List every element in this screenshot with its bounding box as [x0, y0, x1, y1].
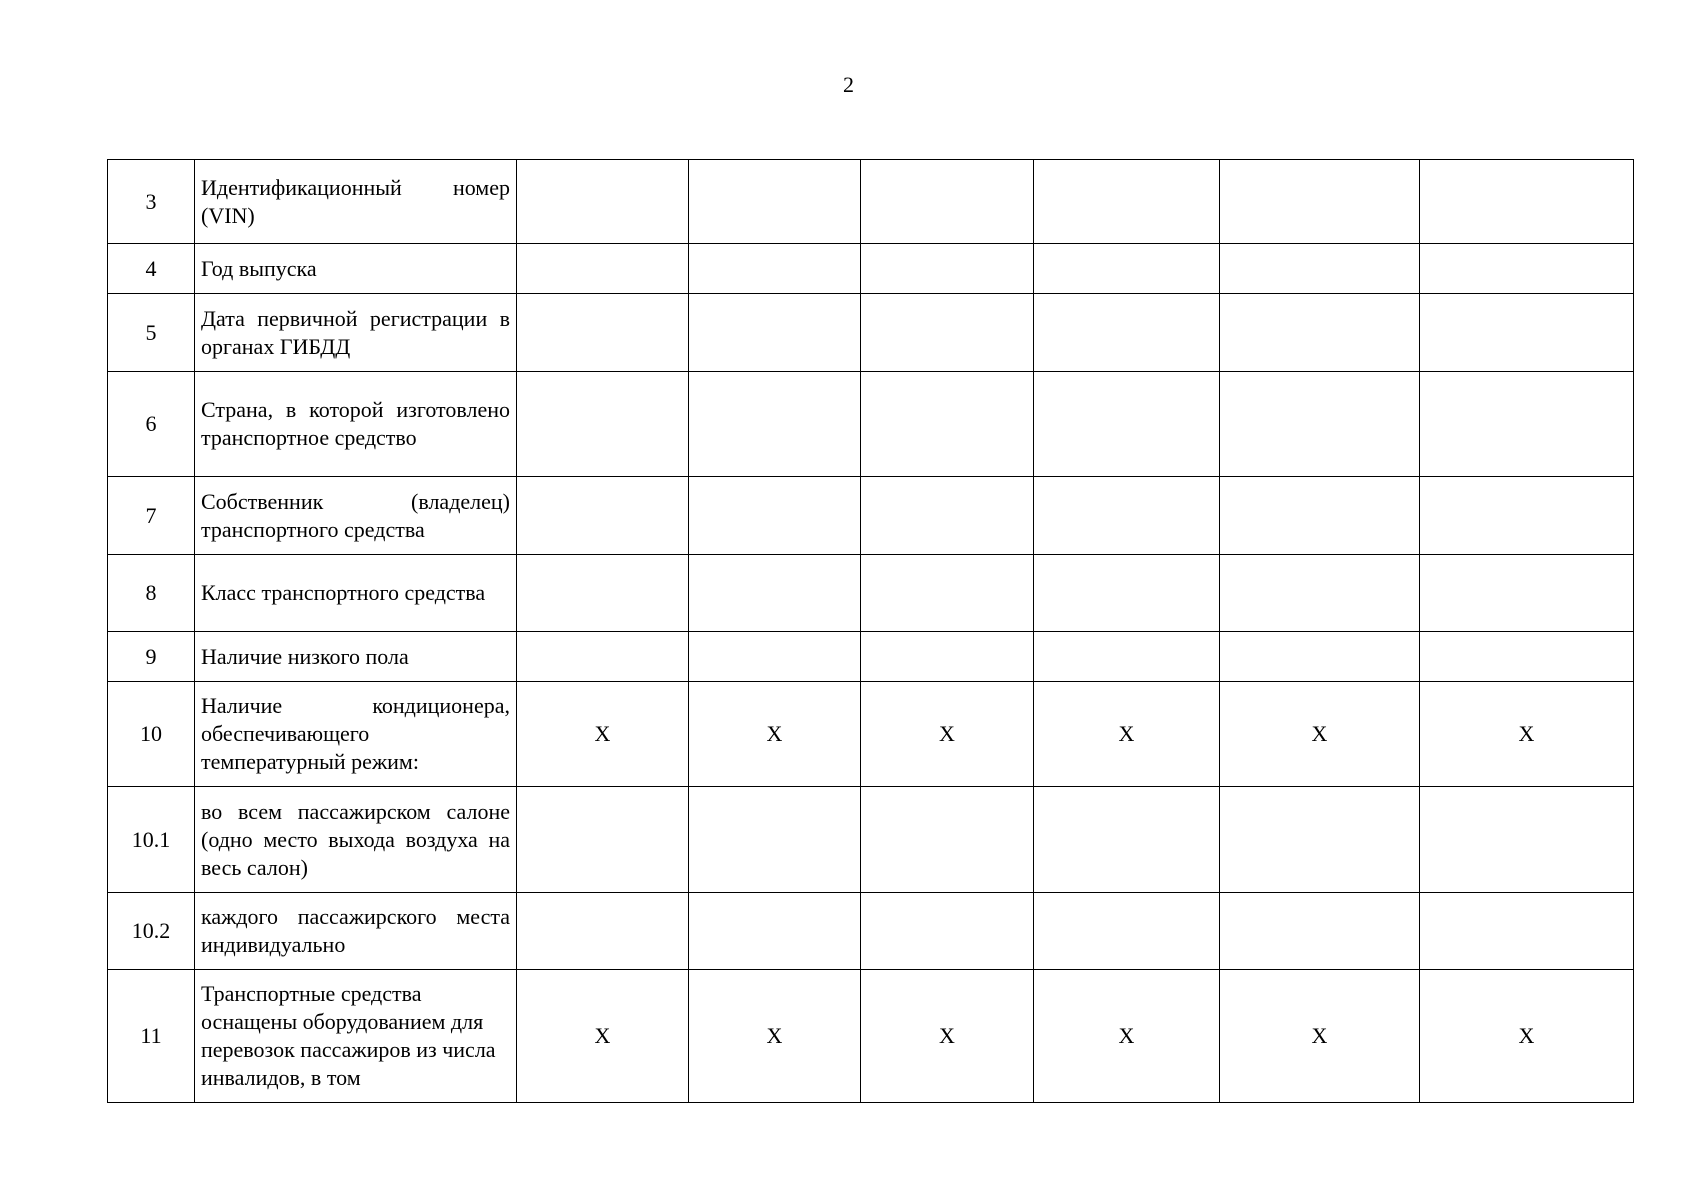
- data-cell: [861, 477, 1034, 555]
- row-label: Транспортные средства оснащены оборудованием для перевозок пассажиров из числа инвалидов, в том: [195, 970, 517, 1103]
- data-cell: Х: [1220, 682, 1420, 787]
- data-cell: [689, 160, 861, 244]
- vehicle-data-table: [107, 159, 1634, 1103]
- data-cell: Х: [689, 970, 861, 1103]
- table-row: [108, 294, 1634, 372]
- data-cell: [689, 294, 861, 372]
- data-cell: [517, 632, 689, 682]
- data-cell: [517, 294, 689, 372]
- data-cell: [1034, 787, 1220, 893]
- row-number: 7: [108, 477, 195, 555]
- row-label: Наличие низкого пола: [195, 632, 517, 682]
- data-cell: Х: [1034, 682, 1220, 787]
- data-cell: [1034, 477, 1220, 555]
- table-row: [108, 555, 1634, 632]
- data-cell: Х: [1220, 970, 1420, 1103]
- data-cell: [1220, 160, 1420, 244]
- data-cell: [1220, 632, 1420, 682]
- data-cell: [1034, 372, 1220, 477]
- data-cell: [1420, 893, 1634, 970]
- row-number: 5: [108, 294, 195, 372]
- row-number: 6: [108, 372, 195, 477]
- data-cell: [1420, 555, 1634, 632]
- row-label: во всем пассажирском салоне (одно место выхода воздуха на весь салон): [195, 787, 517, 893]
- data-cell: [1034, 632, 1220, 682]
- row-number: 9: [108, 632, 195, 682]
- table-row: [108, 477, 1634, 555]
- data-cell: [861, 632, 1034, 682]
- data-cell: [1034, 294, 1220, 372]
- data-cell: [1034, 244, 1220, 294]
- row-label: Собственник (владелец) транспортного средства: [195, 477, 517, 555]
- table-row: [108, 160, 1634, 244]
- data-cell: [1034, 555, 1220, 632]
- table-row: [108, 244, 1634, 294]
- data-cell: [517, 372, 689, 477]
- row-number: 3: [108, 160, 195, 244]
- data-cell: [689, 477, 861, 555]
- data-cell: Х: [517, 682, 689, 787]
- table-row: [108, 372, 1634, 477]
- row-label: Наличие кондиционера, обеспечивающего температурный режим:: [195, 682, 517, 787]
- data-cell: [689, 555, 861, 632]
- data-cell: [861, 160, 1034, 244]
- data-cell: [1420, 787, 1634, 893]
- row-label: Класс транспортного средства: [195, 555, 517, 632]
- data-cell: [689, 372, 861, 477]
- data-cell: [517, 244, 689, 294]
- data-cell: [861, 244, 1034, 294]
- data-cell: Х: [861, 970, 1034, 1103]
- row-number: 4: [108, 244, 195, 294]
- data-cell: Х: [689, 682, 861, 787]
- data-cell: [1420, 632, 1634, 682]
- row-label: Страна, в которой изготовлено транспортное средство: [195, 372, 517, 477]
- data-cell: [1420, 477, 1634, 555]
- data-cell: [517, 893, 689, 970]
- data-cell: [1220, 244, 1420, 294]
- data-cell: [1220, 477, 1420, 555]
- data-cell: [689, 893, 861, 970]
- data-cell: [1420, 244, 1634, 294]
- data-cell: [517, 160, 689, 244]
- data-cell: [689, 632, 861, 682]
- data-cell: [1034, 893, 1220, 970]
- table-row: [108, 682, 1634, 787]
- row-label: Дата первичной регистрации в органах ГИБДД: [195, 294, 517, 372]
- row-number: 10.1: [108, 787, 195, 893]
- data-cell: Х: [1034, 970, 1220, 1103]
- data-cell: [861, 372, 1034, 477]
- row-label: каждого пассажирского места индивидуально: [195, 893, 517, 970]
- data-cell: [861, 787, 1034, 893]
- data-cell: [1220, 294, 1420, 372]
- data-cell: [1034, 160, 1220, 244]
- data-cell: [861, 555, 1034, 632]
- data-cell: [517, 787, 689, 893]
- row-number: 10.2: [108, 893, 195, 970]
- data-cell: [689, 244, 861, 294]
- table-row: [108, 632, 1634, 682]
- row-number: 11: [108, 970, 195, 1103]
- data-cell: Х: [1420, 682, 1634, 787]
- page-number: 2: [843, 72, 854, 97]
- data-cell: [1420, 160, 1634, 244]
- data-cell: [1220, 372, 1420, 477]
- table-row: [108, 787, 1634, 893]
- data-cell: [689, 787, 861, 893]
- row-label: Год выпуска: [195, 244, 517, 294]
- data-cell: [861, 893, 1034, 970]
- data-cell: [517, 477, 689, 555]
- data-cell: [1420, 372, 1634, 477]
- data-cell: [1220, 555, 1420, 632]
- data-cell: [1220, 787, 1420, 893]
- row-number: 10: [108, 682, 195, 787]
- data-cell: Х: [861, 682, 1034, 787]
- row-label: Идентификационный номер (VIN): [195, 160, 517, 244]
- row-number: 8: [108, 555, 195, 632]
- data-cell: [861, 294, 1034, 372]
- data-cell: Х: [517, 970, 689, 1103]
- table-row: [108, 893, 1634, 970]
- data-cell: Х: [1420, 970, 1634, 1103]
- data-cell: [517, 555, 689, 632]
- table-row: [108, 970, 1634, 1103]
- data-cell: [1220, 893, 1420, 970]
- data-cell: [1420, 294, 1634, 372]
